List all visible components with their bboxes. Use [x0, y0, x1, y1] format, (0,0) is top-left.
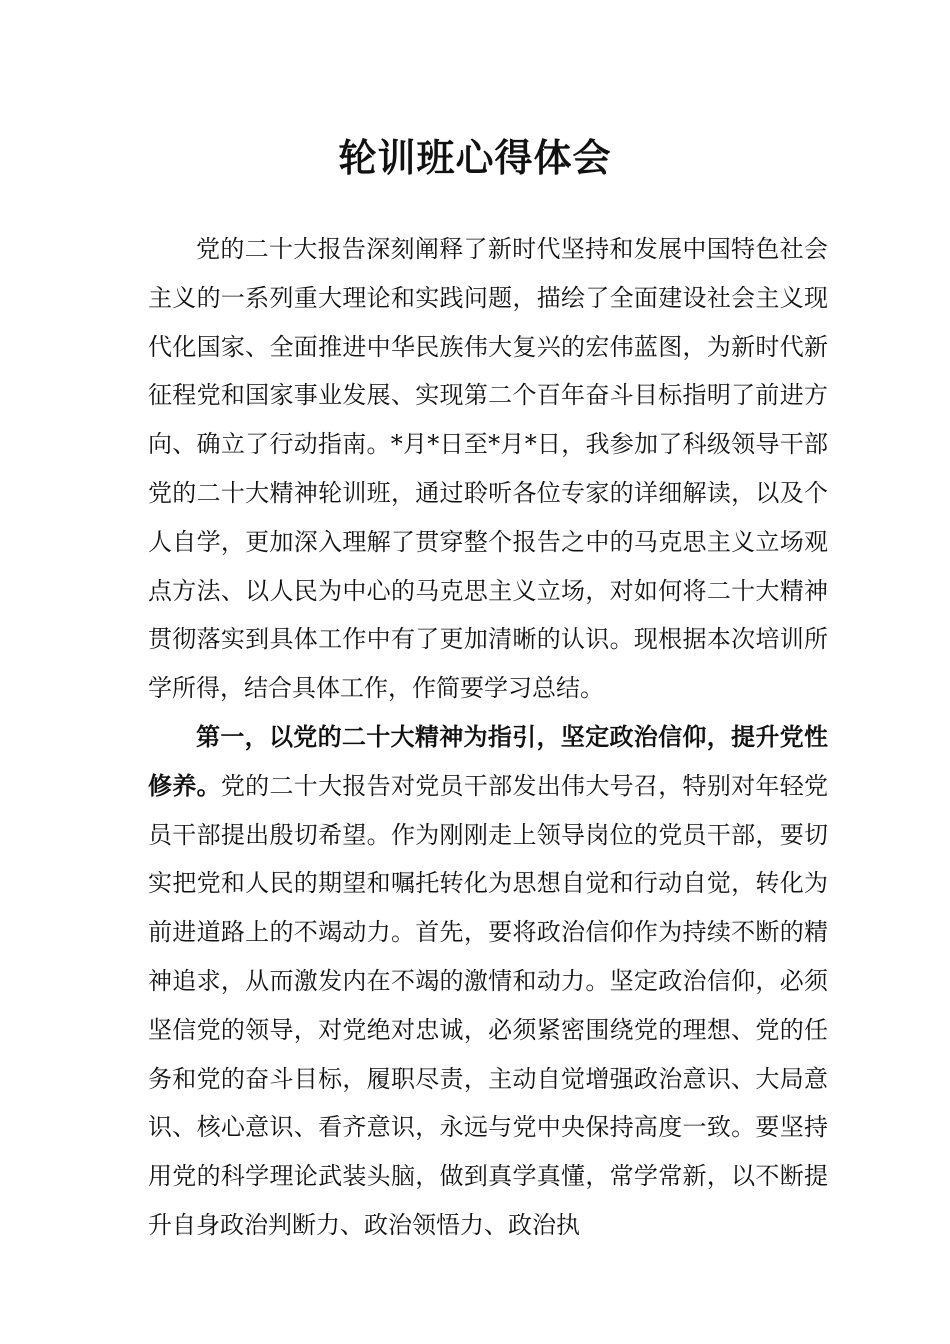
paragraph-first-point [148, 713, 828, 1250]
document-title: 轮训班心得体会 [338, 135, 612, 180]
paragraph-text: 党的二十大报告深刻阐释了新时代坚持和发展中国特色社会主义的一系列重大理论和实践问题，描绘了全面建设社会主义现代化国家、全面推进中华民族伟大复兴的宏伟蓝图，为新时代新征程党和国家事业发展、实现第二个百年奋斗目标指明了前进方向、确立了行动指南。*月*日至*月*日，我参加了科级领导干部党的二十大精神轮训班，通过聆听各位专家的详细解读，以及个人自学，更加深入理解了贯穿整个报告之中的马克思主义立场观点方法、以人民为中心的马克思主义立场，对如何将二十大精神贯彻落实到具体工作中有了更加清晰的认识。现根据本次培训所学所得，结合具体工作，作简要学习总结。 [148, 235, 828, 703]
paragraph-lead-heading: 第一，以党的二十大精神为指引，坚定政治信仰，提升党性修养。 [148, 721, 828, 800]
document-body [148, 225, 828, 1250]
paragraph-intro [148, 225, 828, 713]
paragraph-text: 党的二十大报告对党员干部发出伟大号召，特别对年轻党员干部提出殷切希望。作为刚刚走上领导岗位的党员干部，要切实把党和人民的期望和嘱托转化为思想自觉和行动自觉，转化为前进道路上的不竭动力。首先，要将政治信仰作为持续不断的精神追求，从而激发内在不竭的激情和动力。坚定政治信仰，必须坚信党的领导，对党绝对忠诚，必须紧密围绕党的理想、党的任务和党的奋斗目标，履职尽责，主动自觉增强政治意识、大局意识、核心意识、看齐意识，永远与党中央保持高度一致。要坚持用党的科学理论武装头脑，做到真学真懂，常学常新，以不断提升自身政治判断力、政治领悟力、政治执 [148, 771, 828, 1239]
